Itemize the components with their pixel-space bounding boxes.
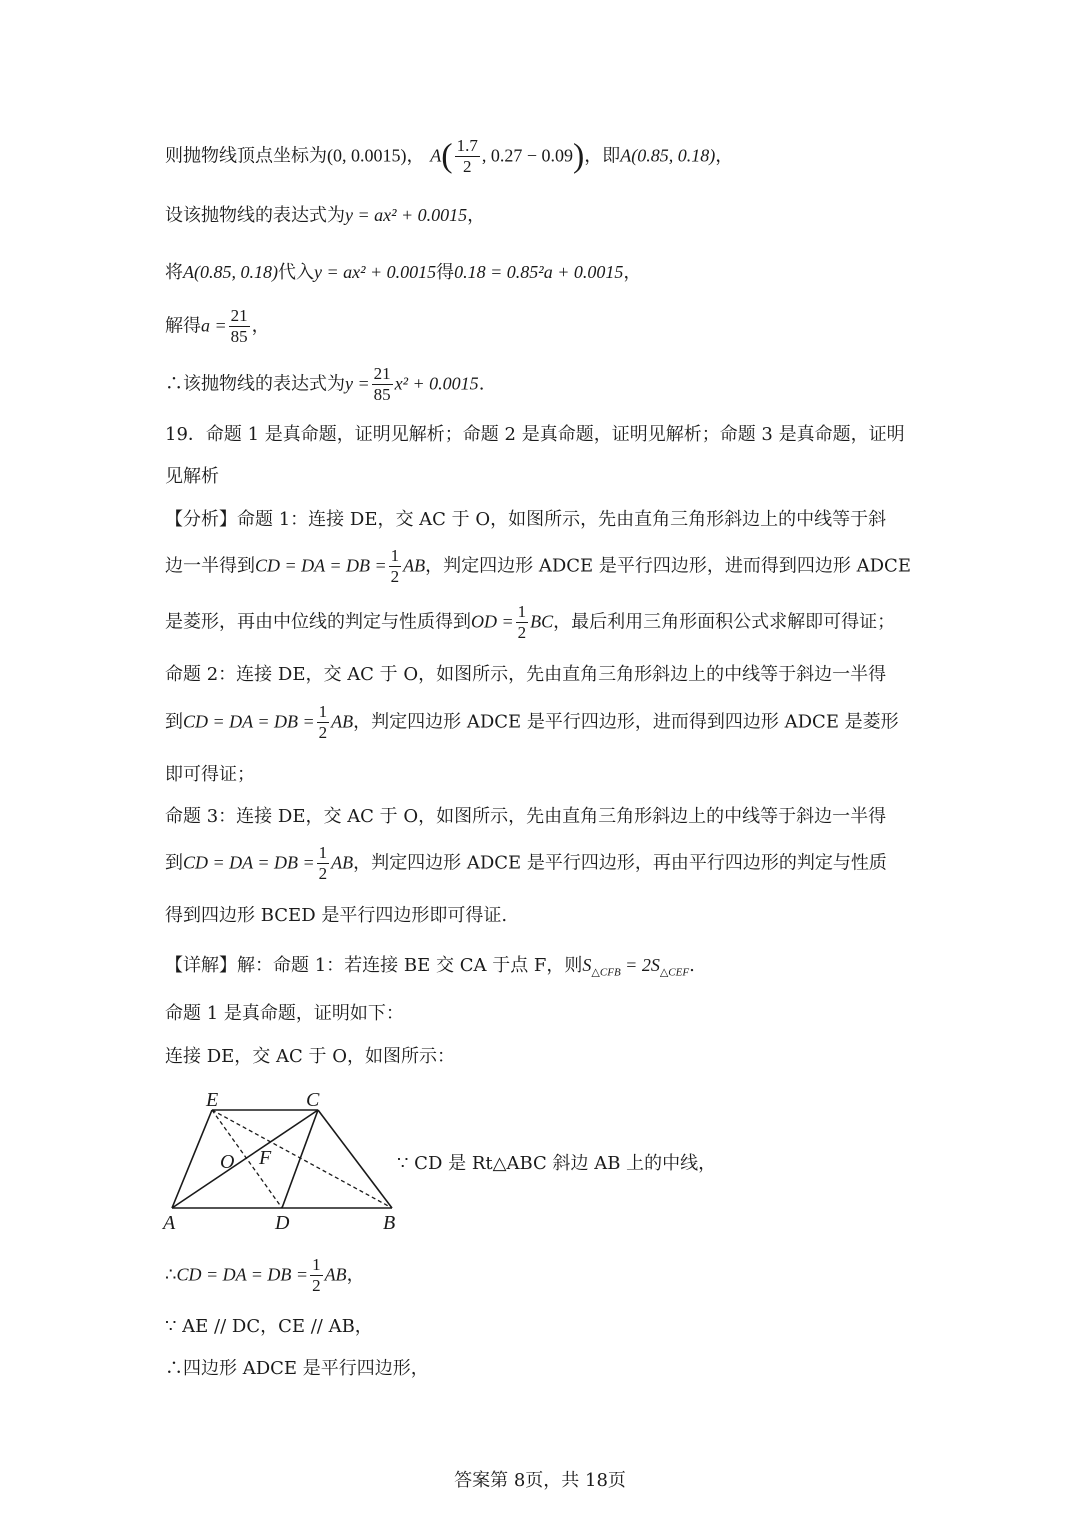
segment-CB <box>318 1110 392 1208</box>
text-line-12: 到CD = DA = DB = $\frac{1}{2}$ AB，判定四边形 ADCE 是平行四边形，进而得到四边形 ADCE 是菱形 <box>165 702 899 742</box>
fraction: $\frac{21}{85}$ <box>373 364 391 404</box>
text-line-8: 【分析】命题 1：连接 DE，交 AC 于 O，如图所示，先由直角三角形斜边上的中线等于斜 <box>165 509 887 530</box>
text-line-19: 连接 DE，交 AC 于 O，如图所示： <box>165 1046 455 1067</box>
fraction: $\frac{1}{2}$ <box>318 702 328 742</box>
text-line-3: 将A(0.85, 0.18)代入y = ax² + 0.0015得0.18 = 0.85²a + 0.0015， <box>165 262 642 283</box>
fraction: $\frac{21}{85}$ <box>230 306 248 346</box>
text-line-4: 解得a = $\frac{21}{85}$ ， <box>165 306 270 346</box>
label-F: F <box>259 1147 272 1169</box>
label-B: B <box>383 1212 396 1234</box>
text-line-9: 边一半得到CD = DA = DB = $\frac{1}{2}$ AB，判定四边形 ADCE 是平行四边形，进而得到四边形 ADCE <box>165 546 911 586</box>
segment-EB <box>212 1110 392 1208</box>
label-D: D <box>275 1212 290 1234</box>
text-line-22: ∵ AE // DC，CE // AB， <box>165 1316 373 1337</box>
text-line-15: 到CD = DA = DB = $\frac{1}{2}$ AB，判定四边形 ADCE 是平行四边形，再由平行四边形的判定与性质 <box>165 843 887 883</box>
segment-AC <box>172 1110 318 1208</box>
fraction: $\frac{1.7}{2}$ <box>456 136 478 176</box>
text-line-17: 【详解】解：命题 1：若连接 BE 交 CA 于点 F，则$S_{\triangle CFB} = 2S_{\triangle CEF}$. <box>165 955 695 979</box>
text-line-1: 则抛物线顶点坐标为(0, 0.0015)， A( $\frac{1.7}{2}$ , 0.27 − 0.09)，即A(0.85, 0.18)， <box>165 136 734 176</box>
label-A: A <box>163 1212 176 1234</box>
label-C: C <box>306 1089 320 1111</box>
fraction: $\frac{1}{2}$ <box>318 843 328 883</box>
text-line-18: 命题 1 是真命题，证明如下： <box>165 1003 404 1024</box>
fraction: $\frac{1}{2}$ <box>312 1255 321 1295</box>
text-line-21: ∴CD = DA = DB = $\frac{1}{2}$ AB， <box>165 1255 365 1295</box>
fraction: $\frac{1}{2}$ <box>517 602 527 642</box>
page-footer: 答案第 8页，共 18页 <box>454 1470 626 1491</box>
label-E: E <box>206 1089 219 1111</box>
text-line-11: 命题 2：连接 DE，交 AC 于 O，如图所示，先由直角三角形斜边上的中线等于斜边一半得 <box>165 664 887 685</box>
text-line-10: 是菱形，再由中位线的判定与性质得到OD = $\frac{1}{2}$ BC，最后利用三角形面积公式求解即可得证； <box>165 602 896 642</box>
segment-CD <box>282 1110 318 1208</box>
text-line-7: 见解析 <box>165 466 219 487</box>
text-line-6: 19．命题 1 是真命题，证明见解析；命题 2 是真命题，证明见解析；命题 3 是真命题，证明 <box>165 424 905 445</box>
text-line-23: ∴四边形 ADCE 是平行四边形， <box>165 1358 429 1379</box>
fraction: $\frac{1}{2}$ <box>390 546 400 586</box>
text-line-2: 设该抛物线的表达式为y = ax² + 0.0015， <box>165 205 486 226</box>
text-line-5: ∴该抛物线的表达式为y = $\frac{21}{85}$ x² + 0.0015. <box>165 364 485 404</box>
text-line-16: 得到四边形 BCED 是平行四边形即可得证. <box>165 905 508 926</box>
text-line-20: ∵ CD 是 Rt△ABC 斜边 AB 上的中线， <box>397 1153 717 1174</box>
label-O: O <box>220 1151 235 1173</box>
segment-AE <box>172 1110 212 1208</box>
text-line-14: 命题 3：连接 DE，交 AC 于 O，如图所示，先由直角三角形斜边上的中线等于斜边一半得 <box>165 806 887 827</box>
parallelogram-figure <box>160 1088 400 1238</box>
text-line-13: 即可得证； <box>165 764 255 785</box>
